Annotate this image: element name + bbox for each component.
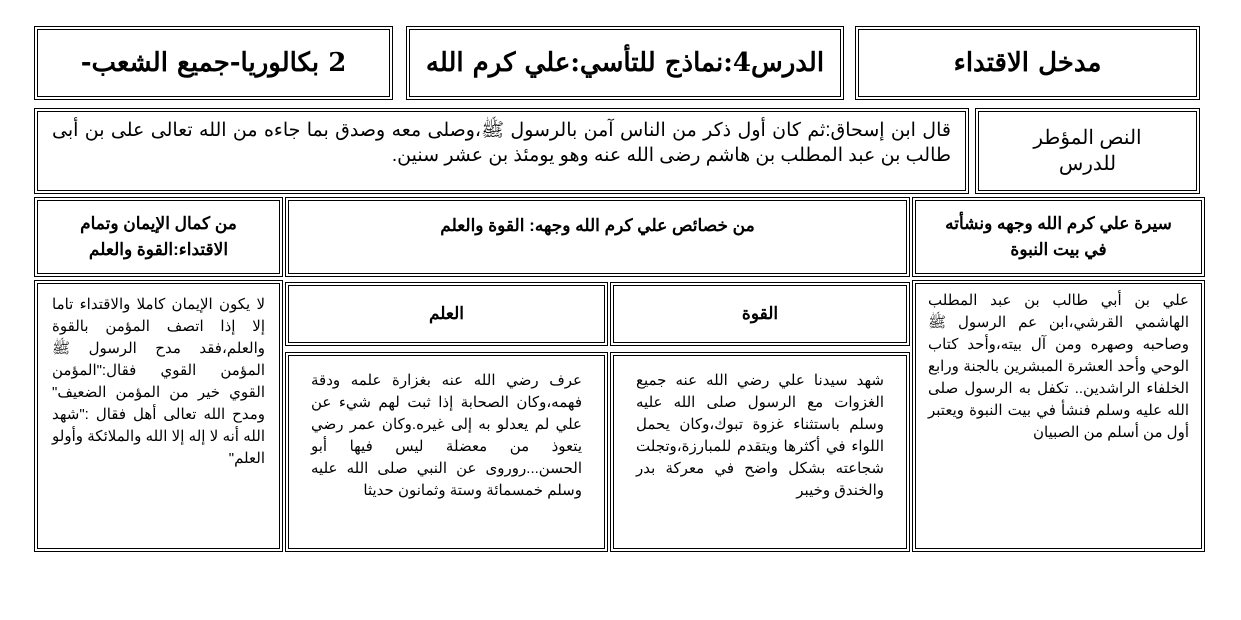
biography-content (912, 280, 1205, 552)
lesson-title-box (406, 26, 844, 100)
knowledge-content (285, 352, 608, 552)
knowledge-heading-box (285, 282, 608, 346)
framing-text: قال ابن إسحاق:ثم كان أول ذكر من الناس آمن بالرسول ﷺ،وصلى معه وصدق بما جاءه من الله تعالى على بن أبى طالب بن عبد المطلب بن هاشم رضى الله عنه وهو يومئذ بن عشر سنين. (52, 120, 951, 166)
framing-label: النص المؤطر للدرس (1033, 127, 1142, 175)
framing-text-box (34, 108, 969, 194)
biography-heading-box (912, 197, 1205, 277)
biography-heading: سيرة علي كرم الله وجهه ونشأته في بيت النبوة (945, 214, 1172, 259)
strength-content (610, 352, 910, 552)
strength-heading-box (610, 282, 910, 346)
knowledge-heading: العلم (428, 304, 465, 323)
faith-content (34, 280, 283, 552)
strength-heading: القوة (741, 304, 779, 323)
level-title-box (34, 26, 393, 100)
strength-text: شهد سيدنا علي رضي الله عنه جميع الغزوات مع الرسول صلى الله عليه وسلم باستثناء غزوة تبوك،وكان يحمل اللواء في أكثرها ويتقدم للمبارزة،وتجلت شجاعته بشكل واضح في معركة بدر والخندق وخيبر (636, 372, 884, 499)
biography-text: علي بن أبي طالب بن عبد المطلب الهاشمي القرشي،ابن عم الرسول ﷺ وصاحبه وصهره ومن آل بيته،وأحد كتاب الوحي وأحد العشرة المبشرين بالجنة ورابع الخلفاء الراشدين.. تكفل به الرسول صلى الله عليه وسلم فنشأ في بيت النبوة ويعتبر أول من أسلم من الصبيان (928, 292, 1189, 441)
traits-heading: من خصائص علي كرم الله وجهه: القوة والعلم (440, 216, 755, 235)
traits-heading-box (285, 197, 910, 277)
level-title: 2 بكالوريا-جميع الشعب- (80, 48, 347, 78)
faith-text: لا يكون الإيمان كاملا والاقتداء تاما إلا إذا اتصف المؤمن بالقوة والعلم،فقد مدح الرسول ﷺ المؤمن القوي فقال:"المؤمن القوي خير من المؤمن الضعيف" ومدح الله تعالى أهل فقال :"شهد الله أنه لا إله إلا الله والملائكة وأولو العلم" (52, 296, 265, 467)
framing-label-box (975, 108, 1200, 194)
knowledge-text: عرف رضي الله عنه بغزارة علمه ودقة فهمه،وكان الصحابة إذا ثبت لهم شيء عن علي لم يعدلو به إلى غيره.وكان عمر رضي يتعوذ من معضلة ليس فيها أبو الحسن...روروى عن النبي صلى الله عليه وسلم خمسمائة وستة وثمانون حديثا (311, 372, 582, 499)
unit-title-box (855, 26, 1200, 100)
faith-heading-box (34, 197, 283, 277)
faith-heading: من كمال الإيمان وتمام الاقتداء:القوة والعلم (80, 214, 237, 259)
lesson-title: الدرس4:نماذج للتأسي:علي كرم الله (425, 48, 825, 78)
unit-title: مدخل الاقتداء (953, 48, 1102, 78)
